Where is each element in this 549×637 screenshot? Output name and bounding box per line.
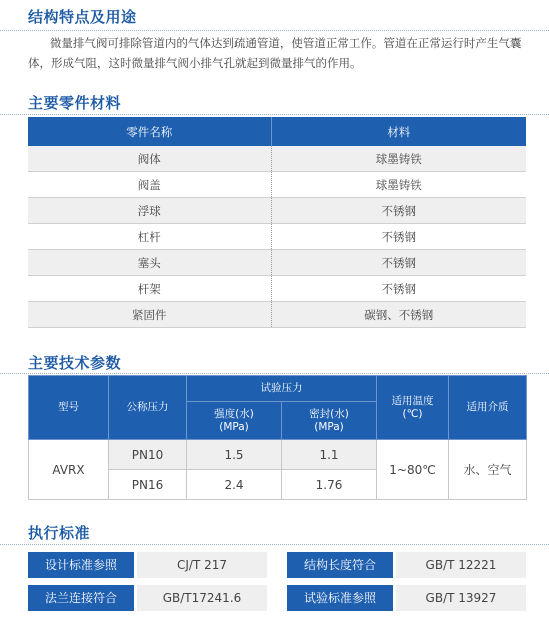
part-name: 杠杆 [28,224,271,250]
section-divider [0,373,549,374]
part-material: 不锈钢 [271,198,526,224]
section-divider [0,544,549,545]
part-name: 浮球 [28,198,271,224]
features-text: 微量排气阀可排除管道内的气体达到疏通管道，使管道正常工作。管道在正常运行时产生气囊体，形成气阻，这时微量排气阀小排气孔就起到微量排气的作用。 [28,36,522,70]
standard-label-length: 结构长度符合 [287,552,393,578]
standard-value-flange: GB/T17241.6 [137,585,267,611]
param-strength: 2.4 [187,470,282,500]
params-header-pressure: 公称压力 [109,376,187,440]
params-header-temp-label: 适用温度 [391,394,434,407]
params-header-temp-unit: (℃) [402,407,423,420]
params-header-strength [187,402,282,440]
part-name: 紧固件 [28,302,271,328]
part-material: 球墨铸铁 [271,146,526,172]
params-header-model: 型号 [29,376,109,440]
params-header-temp [377,376,449,440]
features-title: 结构特点及用途 [28,8,137,26]
materials-title: 主要零件材料 [28,94,122,112]
params-header-seal [282,402,377,440]
part-material: 球墨铸铁 [271,172,526,198]
table-row [28,250,526,276]
param-medium: 水、空气 [449,440,527,500]
materials-table [28,117,526,328]
materials-header-part: 零件名称 [28,117,271,146]
table-row [28,276,526,302]
table-row [28,146,526,172]
section-divider [0,114,549,115]
part-material: 不锈钢 [271,224,526,250]
standard-value-test: GB/T 13927 [396,585,526,611]
table-row [28,172,526,198]
standard-value-design: CJ/T 217 [137,552,267,578]
part-name: 阀体 [28,146,271,172]
part-name: 塞头 [28,250,271,276]
params-header-seal-unit: (MPa) [314,420,344,433]
part-name: 阀盖 [28,172,271,198]
table-row [28,198,526,224]
part-material: 碳钢、不锈钢 [271,302,526,328]
materials-header-material: 材料 [271,117,526,146]
table-row [29,440,527,470]
standard-label-design: 设计标准参照 [28,552,134,578]
params-header-medium: 适用介质 [449,376,527,440]
params-header-seal-label: 密封(水) [309,407,349,420]
standard-label-flange: 法兰连接符合 [28,585,134,611]
part-material: 不锈钢 [271,276,526,302]
section-divider [0,30,549,31]
table-row [28,302,526,328]
params-title: 主要技术参数 [28,354,122,372]
table-row [28,224,526,250]
params-header-test: 试验压力 [187,376,377,402]
params-table [28,375,527,500]
param-seal: 1.1 [282,440,377,470]
param-pn: PN16 [109,470,187,500]
param-pn: PN10 [109,440,187,470]
standard-value-length: GB/T 12221 [396,552,526,578]
param-temp: 1~80℃ [377,440,449,500]
standard-label-test: 试验标准参照 [287,585,393,611]
params-header-strength-unit: (MPa) [219,420,249,433]
param-model: AVRX [29,440,109,500]
param-seal: 1.76 [282,470,377,500]
params-header-strength-label: 强度(水) [214,407,254,420]
part-material: 不锈钢 [271,250,526,276]
part-name: 杆架 [28,276,271,302]
standards-title: 执行标准 [28,524,91,542]
param-strength: 1.5 [187,440,282,470]
